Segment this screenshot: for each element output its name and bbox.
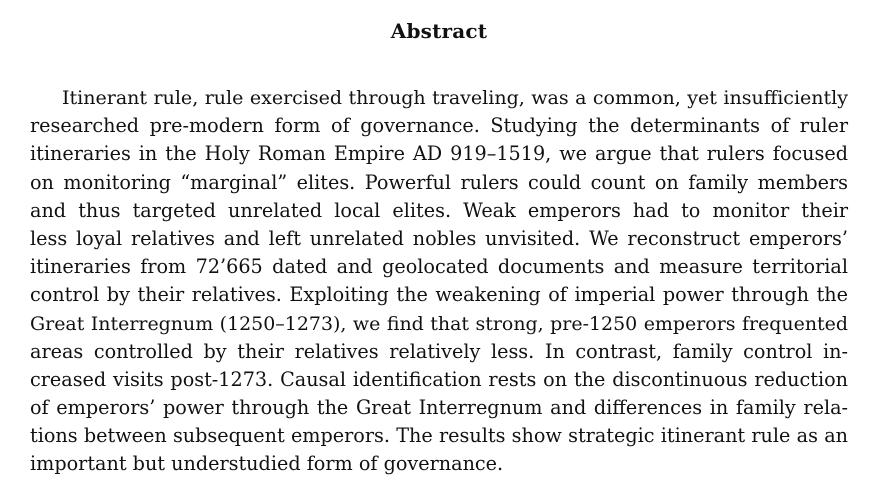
abstract-line: control by their relatives. Exploiting the weakening of imperial power through the (30, 283, 848, 307)
abstract-line: researched pre-modern form of governance. Studying the determinants of ruler (30, 114, 848, 138)
abstract-line: and thus targeted unrelated local elites. Weak emperors had to monitor their (30, 198, 848, 222)
abstract-line: itineraries in the Holy Roman Empire AD 919–1519, we argue that rulers focused (30, 142, 848, 166)
abstract-line: itineraries from 72’665 dated and geolocated documents and measure territorial (30, 255, 848, 279)
abstract-line: tions between subsequent emperors. The results show strategic itinerant rule as an (30, 424, 848, 448)
abstract-paragraph (30, 84, 848, 479)
abstract-line: Itinerant rule, rule exercised through traveling, was a common, yet insufficiently (62, 87, 848, 109)
abstract-line: of emperors’ power through the Great Interregnum and differences in family rela- (30, 396, 848, 420)
abstract-line: less loyal relatives and left unrelated nobles unvisited. We reconstruct emperors’ (30, 226, 848, 250)
abstract-line: on monitoring “marginal” elites. Powerful rulers could count on family members (30, 170, 848, 194)
abstract-heading: Abstract (390, 19, 488, 43)
abstract-line: areas controlled by their relatives relatively less. In contrast, family control in- (30, 339, 848, 363)
abstract-line: important but understudied form of governance. (30, 452, 504, 476)
abstract-line: creased visits post-1273. Causal identification rests on the discontinuous reduction (30, 367, 848, 391)
abstract-line: Great Interregnum (1250–1273), we find that strong, pre-1250 emperors frequented (30, 312, 848, 335)
